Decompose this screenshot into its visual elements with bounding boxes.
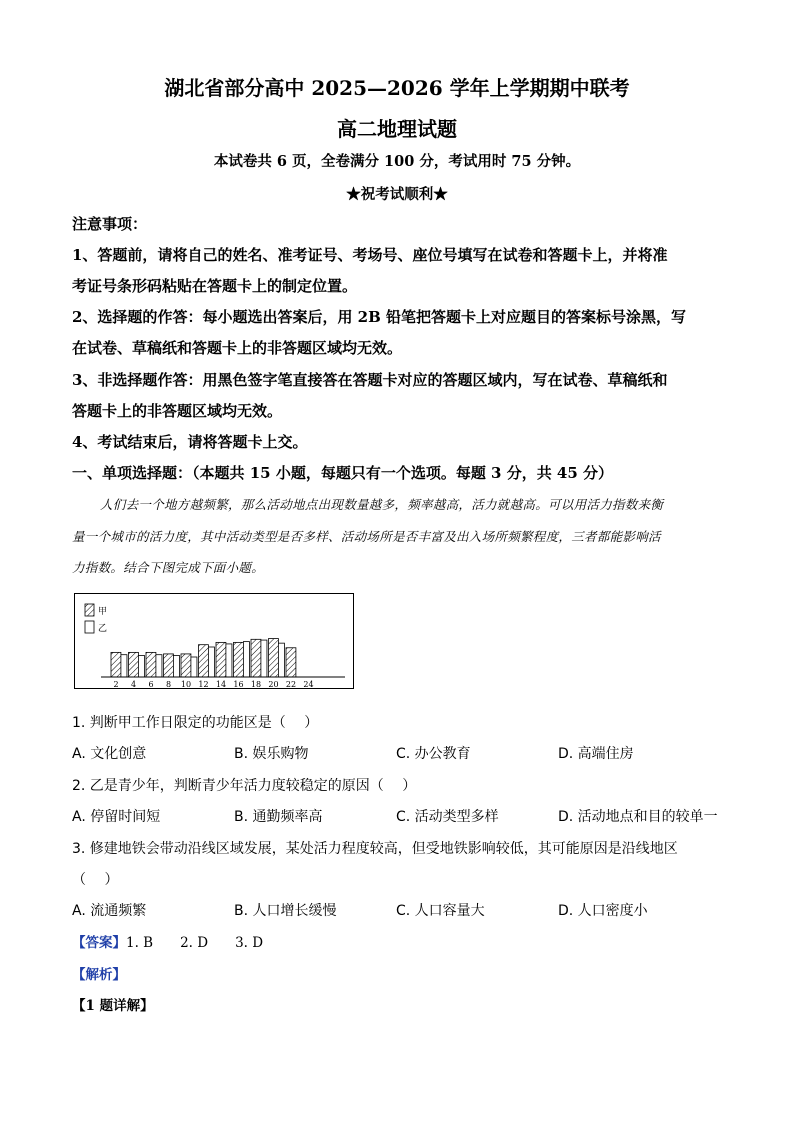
x-tick-label: 20 — [268, 680, 279, 689]
section-heading: 一、单项选择题：（本题共 15 小题，每题只有一个选项。每题 3 分，共 45 分） — [72, 464, 614, 482]
bar-jia-18 — [251, 639, 261, 677]
analysis-detail: 【1 题详解】 — [72, 998, 154, 1014]
activity-chart — [74, 593, 354, 689]
q2-option-c: C. 活动类型多样 — [396, 809, 499, 825]
legend-label: 甲 — [98, 607, 108, 617]
q3-option-c: C. 人口容量大 — [396, 903, 485, 919]
x-tick-label: 22 — [285, 680, 297, 689]
legend-swatch-jia — [85, 604, 94, 616]
q2-option-d: D. 活动地点和目的较单一 — [558, 809, 718, 825]
bar-yi-2 — [121, 655, 127, 677]
bar-jia-20 — [269, 639, 279, 677]
x-tick-label: 24 — [303, 680, 314, 689]
bar-jia-2 — [111, 652, 121, 677]
x-tick-label: 10 — [180, 680, 192, 689]
q1-option-b: B. 娱乐购物 — [234, 746, 309, 762]
answer-text: 1. B 2. D 3. D — [126, 935, 264, 951]
bar-yi-18 — [261, 640, 267, 677]
note-line: 1、答题前，请将自己的姓名、准考证号、考场号、座位号填写在试卷和答题卡上，并将准 — [72, 246, 668, 264]
x-tick-label: 18 — [250, 680, 262, 689]
passage-line: 量一个城市的活力度，其中活动类型是否多样、活动场所是否丰富及出入场所频繁程度，三者都能影响活 — [72, 529, 661, 544]
bar-yi-8 — [173, 655, 179, 677]
bar-yi-20 — [278, 643, 284, 677]
question-3-stem: 3. 修建地铁会带动沿线区域发展，某处活力程度较高，但受地铁影响较低，其可能原因是沿线地区 — [72, 841, 678, 857]
q1-option-c: C. 办公教育 — [396, 746, 471, 762]
x-tick-label: 16 — [233, 680, 244, 689]
question-3-stem-cont: （ ） — [72, 872, 119, 888]
question-2-stem: 2. 乙是青少年，判断青少年活力度较稳定的原因（ ） — [72, 778, 417, 794]
x-tick-label: 12 — [198, 680, 209, 689]
passage-line: 人们去一个地方越频繁，那么活动地点出现数量越多，频率越高，活力就越高。可以用活力指数来衡 — [100, 497, 664, 512]
note-line: 在试卷、草稿纸和答题卡上的非答题区域均无效。 — [72, 339, 403, 357]
q2-option-b: B. 通勤频率高 — [234, 809, 323, 825]
bar-yi-4 — [138, 655, 144, 677]
q2-option-a: A. 停留时间短 — [72, 809, 161, 825]
exam-subtitle: 高二地理试题 — [337, 117, 457, 141]
note-line: 2、选择题的作答：每小题选出答案后，用 2B 铅笔把答题卡上对应题目的答案标号涂黑，写 — [72, 308, 687, 326]
bar-jia-16 — [234, 642, 244, 677]
x-tick-label: 14 — [215, 680, 227, 689]
bar-yi-12 — [208, 647, 214, 677]
note-line: 考证号条形码粘贴在答题卡上的制定位置。 — [72, 277, 358, 295]
bar-yi-14 — [226, 644, 232, 677]
note-line: 答题卡上的非答题区域均无效。 — [72, 402, 283, 420]
note-line: 3、非选择题作答：用黑色签字笔直接答在答题卡对应的答题区域内，写在试卷、草稿纸和 — [72, 371, 668, 389]
bar-jia-10 — [181, 654, 191, 677]
question-1-stem: 1. 判断甲工作日限定的功能区是（ ） — [72, 715, 319, 731]
q1-option-d: D. 高端住房 — [558, 746, 634, 762]
bar-chart-svg — [75, 594, 355, 690]
x-tick-label: 6 — [148, 680, 154, 689]
bar-jia-14 — [216, 642, 226, 677]
exam-info: 本试卷共 6 页，全卷满分 100 分，考试用时 75 分钟。 — [213, 153, 581, 170]
bar-jia-12 — [199, 645, 209, 677]
legend-label: 乙 — [98, 624, 108, 634]
notes-heading: 注意事项： — [72, 215, 148, 233]
bar-jia-4 — [129, 652, 139, 677]
answer-row — [72, 931, 263, 951]
q3-option-d: D. 人口密度小 — [558, 903, 648, 919]
exam-blessing: ★祝考试顺利★ — [346, 186, 448, 203]
q3-option-b: B. 人口增长缓慢 — [234, 903, 337, 919]
x-tick-label: 8 — [165, 680, 172, 689]
exam-title: 湖北省部分高中 2025—2026 学年上学期期中联考 — [164, 76, 630, 100]
bar-jia-8 — [164, 654, 174, 677]
answer-label: 【答案】 — [72, 935, 126, 951]
q1-option-a: A. 文化创意 — [72, 746, 147, 762]
x-tick-label: 2 — [113, 680, 119, 689]
legend-swatch-yi — [85, 621, 94, 633]
note-line: 4、考试结束后，请将答题卡上交。 — [72, 433, 308, 451]
bar-yi-10 — [191, 657, 197, 677]
passage-line: 力指数。结合下图完成下面小题。 — [72, 560, 265, 575]
q3-option-a: A. 流通频繁 — [72, 903, 147, 919]
bar-jia-22 — [286, 648, 296, 677]
bar-jia-6 — [146, 652, 156, 677]
bar-yi-16 — [243, 642, 249, 677]
bar-yi-6 — [156, 655, 162, 677]
analysis-label: 【解析】 — [72, 967, 126, 983]
x-tick-label: 4 — [130, 680, 137, 689]
